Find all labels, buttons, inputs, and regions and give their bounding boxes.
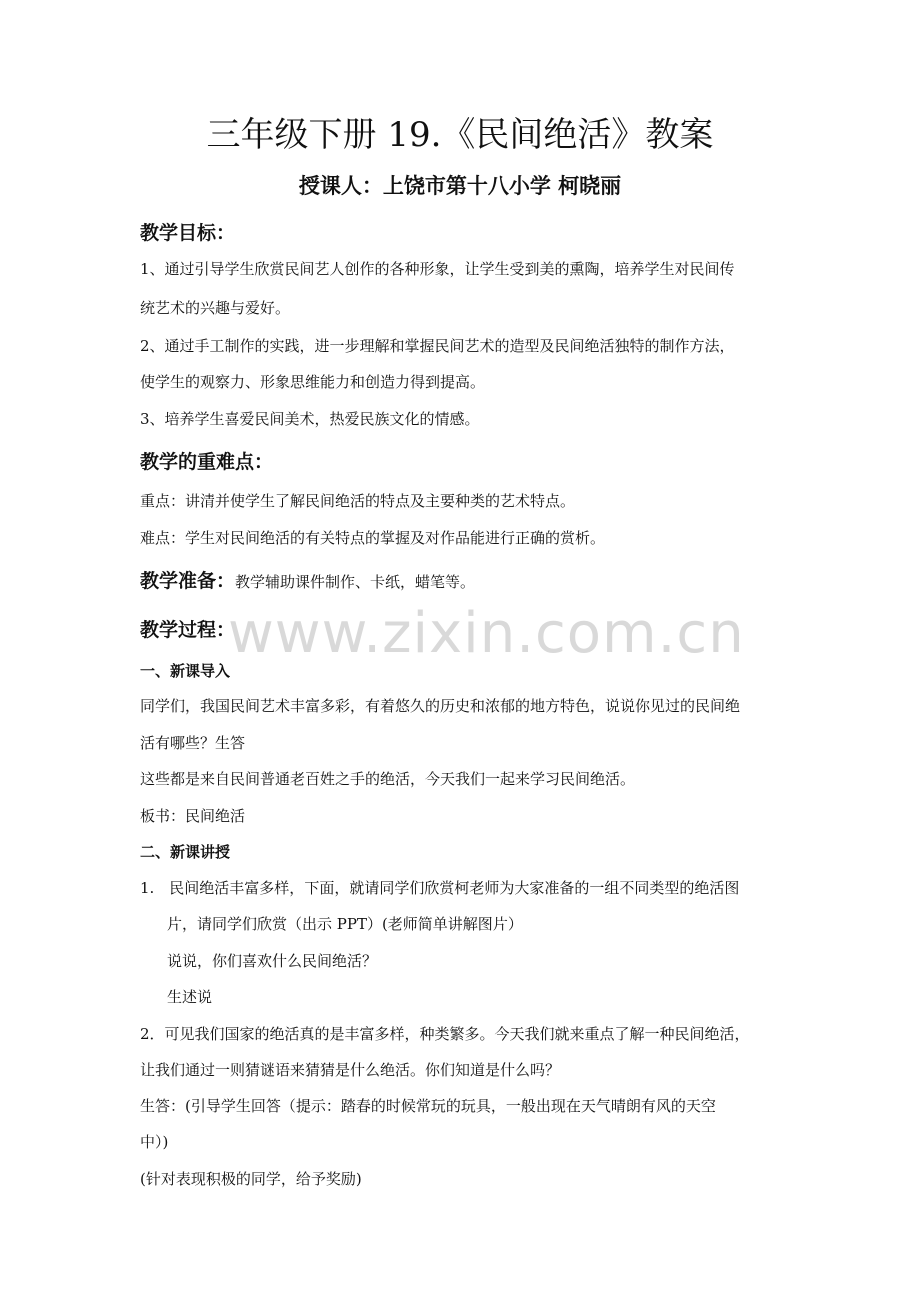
- goals-line: 1、通过引导学生欣赏民间艺人创作的各种形象，让学生受到美的熏陶，培养学生对民间传: [140, 260, 735, 278]
- section2-line: 2．可见我们国家的绝活真的是丰富多样，种类繁多。今天我们就来重点了解一种民间绝活，: [140, 1025, 750, 1043]
- section2-line: 生述说: [167, 988, 213, 1006]
- document-title: 三年级下册 19.《民间绝活》教案: [206, 115, 714, 155]
- goals-heading: 教学目标：: [140, 222, 236, 244]
- keypoints-line: 难点：学生对民间绝活的有关特点的掌握及对作品能进行正确的赏析。: [140, 529, 606, 547]
- section1-line: 这些都是来自民间普通老百姓之手的绝活，今天我们一起来学习民间绝活。: [140, 770, 636, 788]
- keypoints-line: 重点：讲清并使学生了解民间绝活的特点及主要种类的艺术特点。: [140, 492, 576, 510]
- goals-line: 统艺术的兴趣与爱好。: [140, 299, 291, 317]
- prep-text: 教学辅助课件制作、卡纸，蜡笔等。: [235, 573, 476, 591]
- section2-line: 让我们通过一则猜谜语来猜猜是什么绝活。你们知道是什么吗？: [140, 1061, 561, 1079]
- keypoints-heading: 教学的重难点：: [140, 451, 274, 473]
- document-subtitle: 授课人：上饶市第十八小学 柯晓丽: [298, 173, 622, 198]
- section2-line: (针对表现积极的同学，给予奖励): [140, 1170, 362, 1188]
- watermark: www.zixin.com.cn: [228, 601, 745, 666]
- section2-line: 1. 民间绝活丰富多样，下面，就请同学们欣赏柯老师为大家准备的一组不同类型的绝活图: [140, 879, 740, 897]
- section2-line: 生答：(引导学生回答（提示：踏春的时候常玩的玩具，一般出现在天气晴朗有风的天空: [140, 1097, 716, 1115]
- section1-heading: 一、新课导入: [140, 662, 231, 680]
- goals-line: 2、通过手工制作的实践，进一步理解和掌握民间艺术的造型及民间绝活独特的制作方法，: [140, 337, 735, 355]
- section2-line: 片，请同学们欣赏（出示 PPT）(老师简单讲解图片）: [167, 915, 523, 933]
- prep-heading: 教学准备：: [140, 570, 236, 592]
- goals-line: 3、培养学生喜爱民间美术，热爱民族文化的情感。: [140, 410, 480, 428]
- section2-heading: 二、新课讲授: [140, 843, 231, 861]
- section1-line: 同学们，我国民间艺术丰富多彩，有着悠久的历史和浓郁的地方特色，说说你见过的民间绝: [140, 697, 741, 715]
- section2-line: 中）): [140, 1133, 169, 1151]
- prep-paragraph: [140, 572, 475, 591]
- process-heading: 教学过程：: [140, 619, 236, 641]
- section1-line: 活有哪些？生答: [140, 734, 246, 752]
- goals-line: 使学生的观察力、形象思维能力和创造力得到提高。: [140, 373, 486, 391]
- section2-line: 说说，你们喜欢什么民间绝活？: [167, 952, 378, 970]
- section1-line: 板书：民间绝活: [140, 807, 246, 825]
